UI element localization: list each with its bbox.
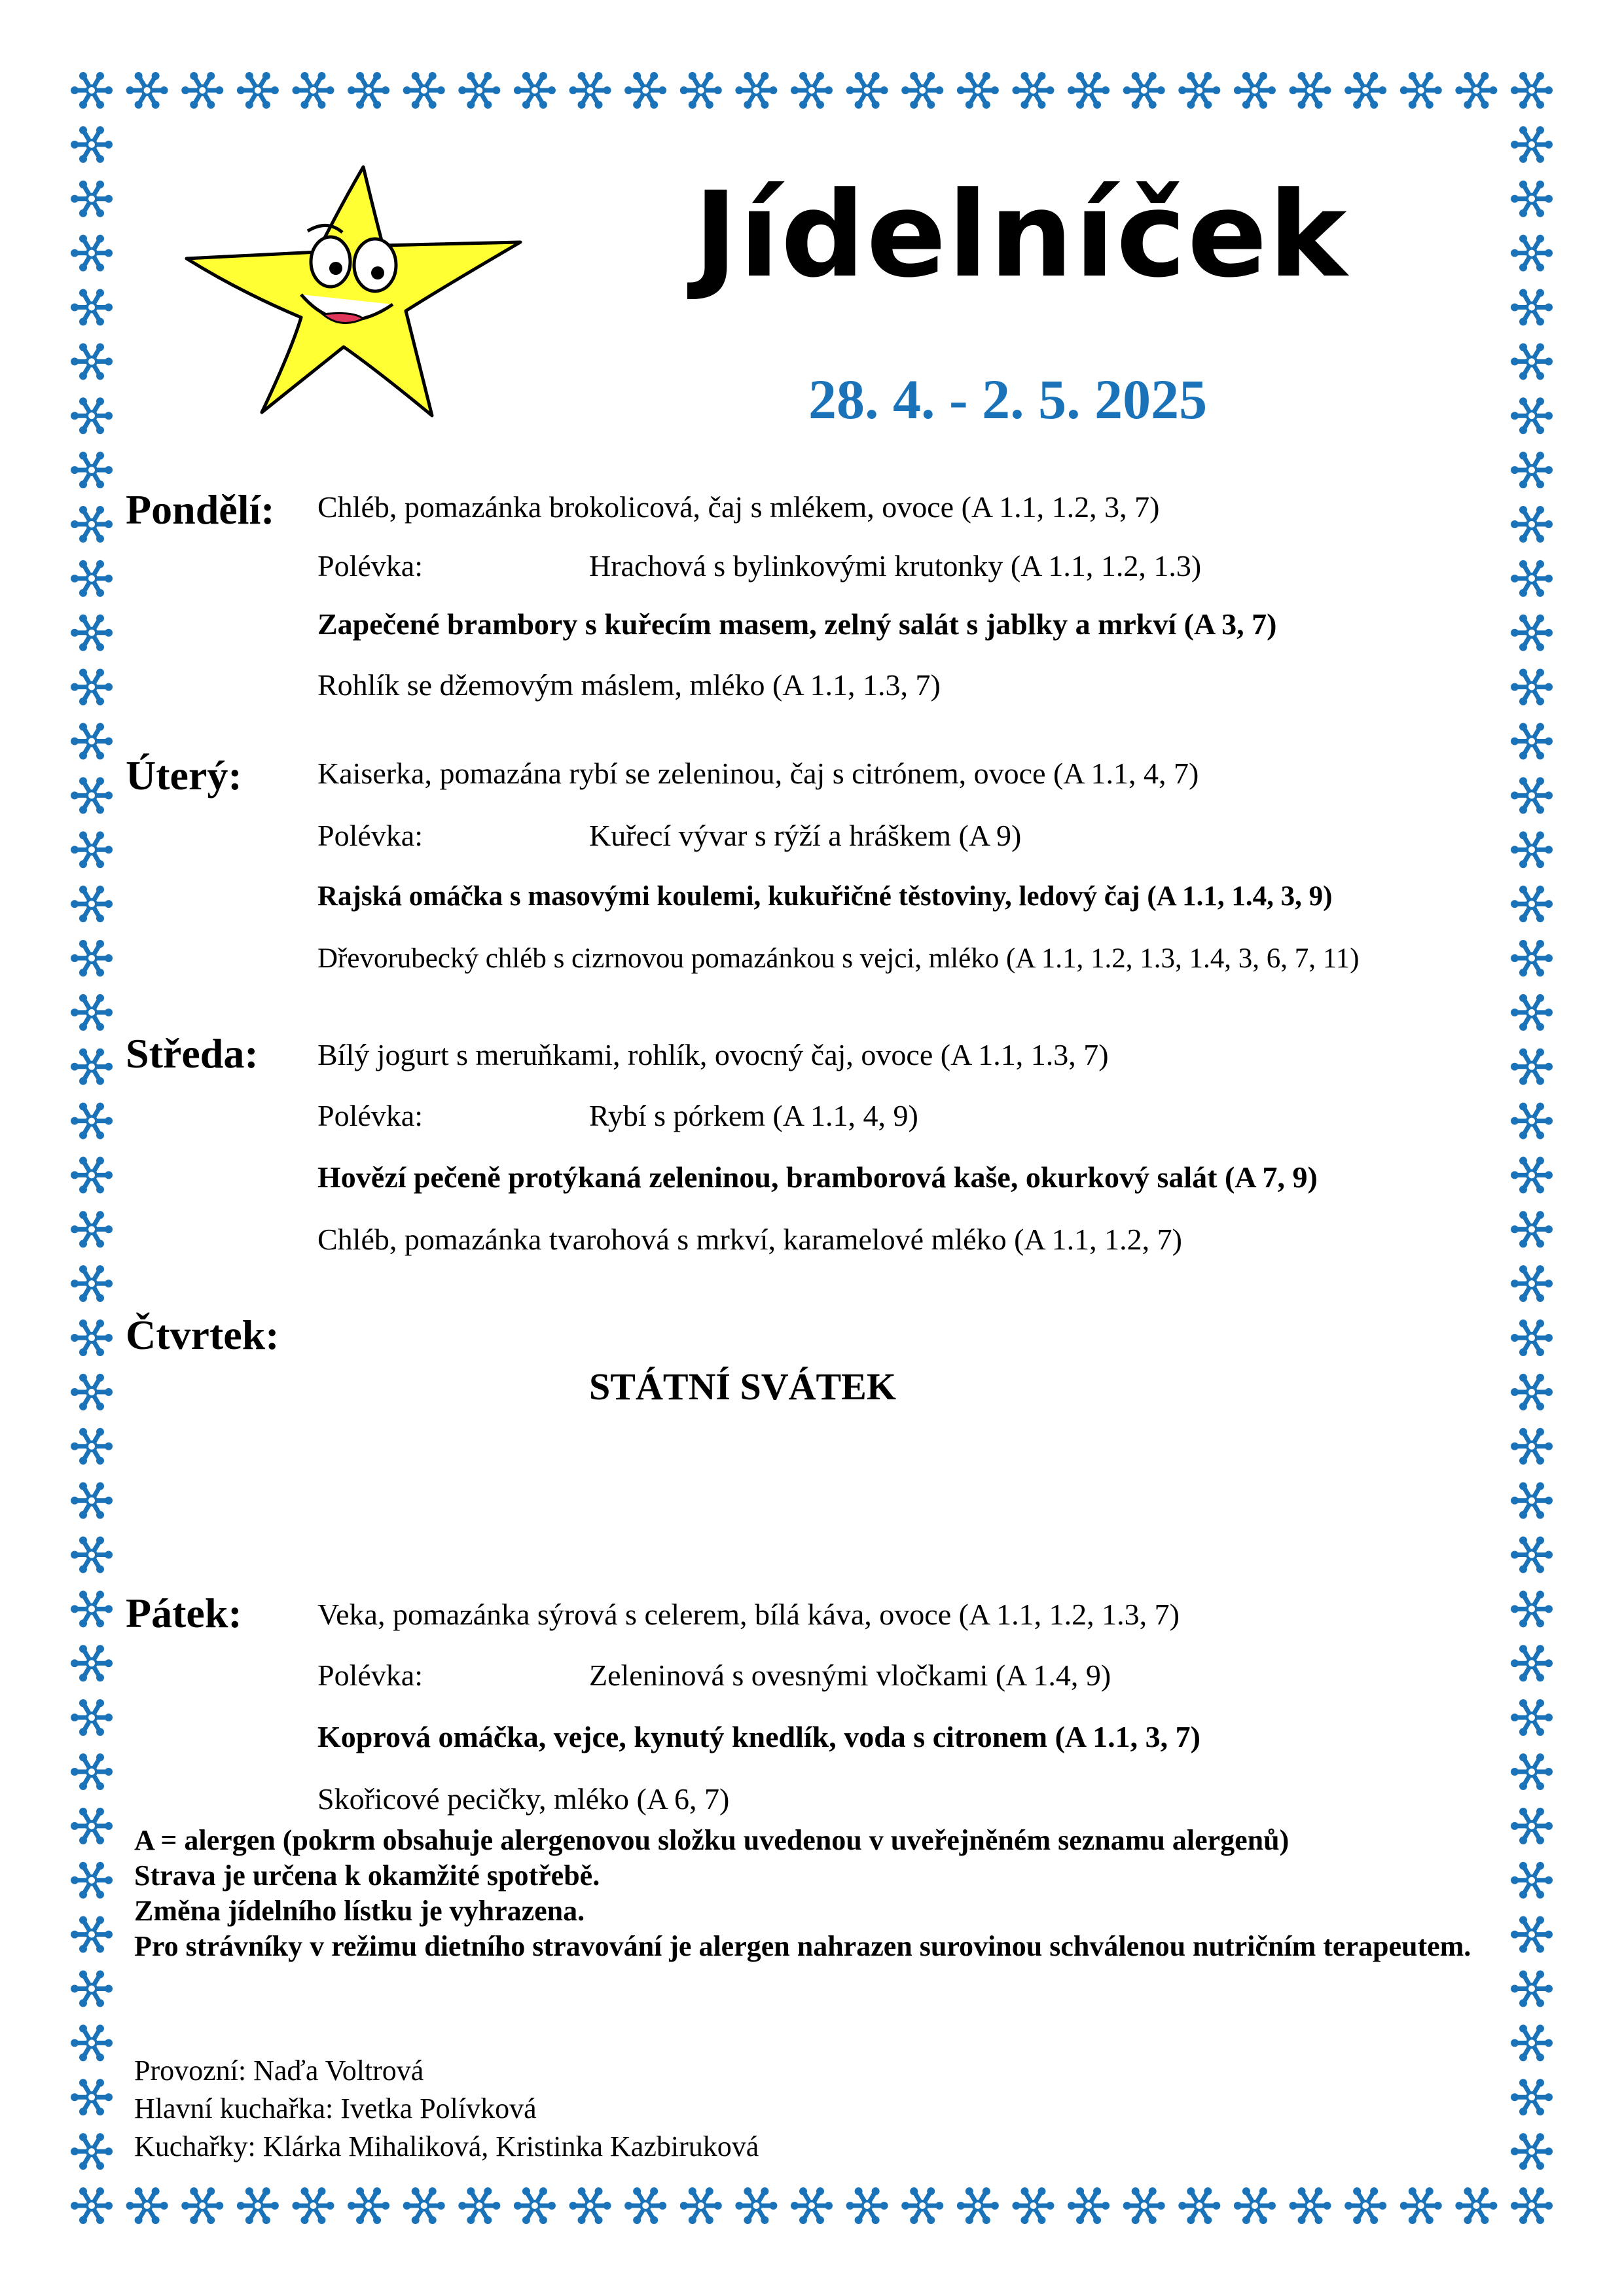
snowflake-icon (1511, 1103, 1553, 1139)
snowflake-icon (126, 2187, 168, 2224)
snowflake-icon (71, 1699, 113, 1736)
breakfast-utery: Kaiserka, pomazána rybí se zeleninou, čaj s citrónem, ovoce (A 1.1, 4, 7) (317, 757, 1199, 790)
soup-streda: Rybí s pórkem (A 1.1, 4, 9) (589, 1099, 918, 1132)
page-title: Jídelníček (694, 167, 1348, 304)
snowflake-icon (1178, 2187, 1220, 2224)
snowflake-icon (1511, 615, 1553, 651)
snowflake-icon (1400, 2187, 1442, 2224)
snowflake-icon (1400, 72, 1442, 109)
snowflake-icon (71, 669, 113, 706)
snowflake-icon (1511, 669, 1553, 706)
snowflake-icon (71, 72, 113, 109)
snowflake-icon (1511, 1753, 1553, 1790)
snowflake-icon (1511, 72, 1553, 109)
snowflake-icon (71, 723, 113, 759)
soup-patek: Zeleninová s ovesnými vločkami (A 1.4, 9) (589, 1659, 1111, 1692)
snowflake-icon (735, 2187, 777, 2224)
snowflake-icon (901, 72, 943, 109)
snowflake-icon (458, 72, 500, 109)
snowflake-icon (901, 2187, 943, 2224)
snowflake-icon (1511, 560, 1553, 597)
snowflake-icon (1511, 506, 1553, 543)
snowflake-icon (1511, 126, 1553, 163)
snowflake-icon (1511, 2187, 1553, 2224)
snowflake-icon (71, 289, 113, 325)
snowflake-icon (1344, 2187, 1386, 2224)
snack-pondeli: Rohlík se džemovým máslem, mléko (A 1.1, 1.3, 7) (317, 668, 941, 702)
snowflake-icon (624, 72, 666, 109)
snowflake-icon (1068, 72, 1110, 109)
snowflake-icon (71, 2024, 113, 2061)
snowflake-icon (1511, 181, 1553, 217)
snowflake-icon (569, 2187, 611, 2224)
snowflake-icon (624, 2187, 666, 2224)
snowflake-icon (1178, 72, 1220, 109)
snowflake-icon (71, 2133, 113, 2170)
snowflake-icon (1511, 1374, 1553, 1410)
snowflake-icon (1511, 831, 1553, 868)
snowflake-icon (846, 2187, 888, 2224)
snowflake-icon (71, 1211, 113, 1247)
note-line: A = alergen (pokrm obsahuje alergenovou složku uvedenou v uveřejněném seznamu alergenů) (134, 1824, 1290, 1856)
snowflake-icon (71, 1753, 113, 1790)
note-line: Pro strávníky v režimu dietního stravování je alergen nahrazen surovinou schválenou nutričním terapeutem. (134, 1930, 1471, 1962)
snowflake-icon (126, 72, 168, 109)
snowflake-icon (237, 72, 279, 109)
snowflake-icon (71, 397, 113, 434)
snowflake-icon (348, 2187, 389, 2224)
snowflake-icon (1290, 2187, 1331, 2224)
snowflake-icon (71, 343, 113, 380)
snowflake-icon (1511, 1971, 1553, 2007)
snowflake-icon (680, 72, 722, 109)
snowflake-icon (1123, 72, 1165, 109)
snowflake-icon (514, 72, 556, 109)
snowflake-icon (1234, 72, 1276, 109)
snowflake-icon (292, 2187, 334, 2224)
staff-line: Provozní: Naďa Voltrová (134, 2054, 424, 2087)
snowflake-icon (71, 886, 113, 922)
snowflake-icon (1511, 1265, 1553, 1302)
snowflake-icon (1455, 2187, 1497, 2224)
snowflake-icon (71, 560, 113, 597)
snowflake-icon (71, 2187, 113, 2224)
snowflake-icon (348, 72, 389, 109)
snowflake-icon (71, 181, 113, 217)
snowflake-icon (1511, 2133, 1553, 2170)
soup-label-streda: Polévka: (317, 1099, 423, 1132)
note-line: Strava je určena k okamžité spotřebě. (134, 1859, 600, 1892)
snowflake-icon (71, 1103, 113, 1139)
snowflake-icon (71, 126, 113, 163)
note-line: Změna jídelního lístku je vyhrazena. (134, 1895, 585, 1927)
snowflake-icon (1290, 72, 1331, 109)
snowflake-icon (71, 1590, 113, 1627)
snowflake-icon (292, 72, 334, 109)
snowflake-icon (1511, 289, 1553, 325)
snowflake-icon (791, 2187, 833, 2224)
star-mascot-icon (167, 154, 533, 429)
day-label-pondeli: Pondělí: (126, 486, 275, 533)
snowflake-icon (71, 1916, 113, 1953)
snowflake-icon (403, 2187, 445, 2224)
snowflake-icon (181, 72, 223, 109)
snowflake-icon (71, 1482, 113, 1519)
snowflake-icon (1123, 2187, 1165, 2224)
snowflake-icon (1511, 343, 1553, 380)
snowflake-icon (1511, 452, 1553, 488)
snowflake-icon (71, 1374, 113, 1410)
snowflake-icon (71, 831, 113, 868)
soup-label-utery: Polévka: (317, 819, 423, 852)
snowflake-icon (1511, 2024, 1553, 2061)
snack-utery: Dřevorubecký chléb s cizrnovou pomazánkou s vejci, mléko (A 1.1, 1.2, 1.3, 1.4, 3, 6, 7, 11) (317, 943, 1360, 974)
snowflake-icon (514, 2187, 556, 2224)
snowflake-icon (71, 1157, 113, 1193)
snowflake-icon (71, 452, 113, 488)
snowflake-icon (1511, 940, 1553, 977)
snowflake-icon (1511, 1428, 1553, 1465)
snowflake-icon (791, 72, 833, 109)
snowflake-icon (71, 1808, 113, 1844)
day-label-ctvrtek: Čtvrtek: (126, 1312, 280, 1358)
snowflake-icon (1511, 1049, 1553, 1085)
allergen-notes (134, 1823, 1542, 1964)
soup-utery: Kuřecí vývar s rýží a hráškem (A 9) (589, 819, 1022, 852)
staff-list (134, 2052, 759, 2166)
snowflake-icon (680, 2187, 722, 2224)
snowflake-icon (1511, 1482, 1553, 1519)
snowflake-icon (71, 2079, 113, 2115)
snowflake-icon (1511, 397, 1553, 434)
lunch-pondeli: Zapečené brambory s kuřecím masem, zelný salát s jablky a mrkví (A 3, 7) (317, 607, 1277, 641)
snowflake-icon (1511, 1645, 1553, 1681)
snowflake-icon (71, 940, 113, 977)
snowflake-icon (569, 72, 611, 109)
snowflake-icon (1511, 723, 1553, 759)
breakfast-streda: Bílý jogurt s meruňkami, rohlík, ovocný čaj, ovoce (A 1.1, 1.3, 7) (317, 1038, 1109, 1071)
snack-patek: Skořicové pecičky, mléko (A 6, 7) (317, 1782, 730, 1816)
snowflake-icon (1012, 2187, 1054, 2224)
snowflake-icon (71, 994, 113, 1031)
snowflake-icon (1344, 72, 1386, 109)
day-label-streda: Středa: (126, 1030, 259, 1077)
snowflake-icon (1012, 72, 1054, 109)
snowflake-icon (1511, 1319, 1553, 1356)
snowflake-icon (458, 2187, 500, 2224)
snack-streda: Chléb, pomazánka tvarohová s mrkví, karamelové mléko (A 1.1, 1.2, 7) (317, 1223, 1182, 1256)
snowflake-icon (71, 1049, 113, 1085)
snowflake-icon (1511, 1157, 1553, 1193)
snowflake-icon (71, 1971, 113, 2007)
soup-label-pondeli: Polévka: (317, 549, 423, 583)
snowflake-icon (71, 1319, 113, 1356)
date-range: 28. 4. - 2. 5. 2025 (808, 368, 1208, 431)
snowflake-icon (403, 72, 445, 109)
snowflake-icon (957, 72, 999, 109)
snowflake-icon (957, 2187, 999, 2224)
snowflake-icon (1511, 1699, 1553, 1736)
lunch-utery: Rajská omáčka s masovými koulemi, kukuřičné těstoviny, ledový čaj (A 1.1, 1.4, 3, 9) (317, 881, 1333, 912)
snowflake-icon (71, 1537, 113, 1573)
snowflake-icon (71, 1645, 113, 1681)
snowflake-icon (71, 1862, 113, 1899)
snowflake-icon (1511, 994, 1553, 1031)
snowflake-icon (71, 777, 113, 814)
staff-line: Kuchařky: Klárka Mihaliková, Kristinka Kazbiruková (134, 2130, 759, 2162)
snowflake-icon (71, 1265, 113, 1302)
snowflake-icon (1511, 1590, 1553, 1627)
snowflake-icon (1511, 2079, 1553, 2115)
snowflake-icon (71, 235, 113, 272)
soup-label-patek: Polévka: (317, 1659, 423, 1692)
staff-line: Hlavní kuchařka: Ivetka Polívková (134, 2092, 537, 2125)
snowflake-icon (181, 2187, 223, 2224)
breakfast-patek: Veka, pomazánka sýrová s celerem, bílá káva, ovoce (A 1.1, 1.2, 1.3, 7) (317, 1598, 1180, 1631)
holiday-notice: STÁTNÍ SVÁTEK (589, 1365, 896, 1408)
snowflake-icon (71, 506, 113, 543)
day-label-utery: Úterý: (126, 752, 242, 798)
snowflake-icon (1511, 1211, 1553, 1247)
snowflake-icon (1511, 777, 1553, 814)
day-label-patek: Pátek: (126, 1590, 242, 1636)
lunch-patek: Koprová omáčka, vejce, kynutý knedlík, voda s citronem (A 1.1, 3, 7) (317, 1720, 1200, 1753)
snowflake-icon (735, 72, 777, 109)
snowflake-icon (237, 2187, 279, 2224)
lunch-streda: Hovězí pečeně protýkaná zeleninou, bramborová kaše, okurkový salát (A 7, 9) (317, 1160, 1318, 1194)
snowflake-icon (1455, 72, 1497, 109)
snowflake-icon (1511, 886, 1553, 922)
snowflake-icon (1511, 235, 1553, 272)
soup-pondeli: Hrachová s bylinkovými krutonky (A 1.1, 1.2, 1.3) (589, 549, 1202, 583)
snowflake-icon (1234, 2187, 1276, 2224)
snowflake-icon (846, 72, 888, 109)
snowflake-icon (71, 1428, 113, 1465)
snowflake-icon (71, 615, 113, 651)
breakfast-pondeli: Chléb, pomazánka brokolicová, čaj s mlékem, ovoce (A 1.1, 1.2, 3, 7) (317, 490, 1160, 524)
snowflake-icon (1068, 2187, 1110, 2224)
snowflake-icon (1511, 1537, 1553, 1573)
